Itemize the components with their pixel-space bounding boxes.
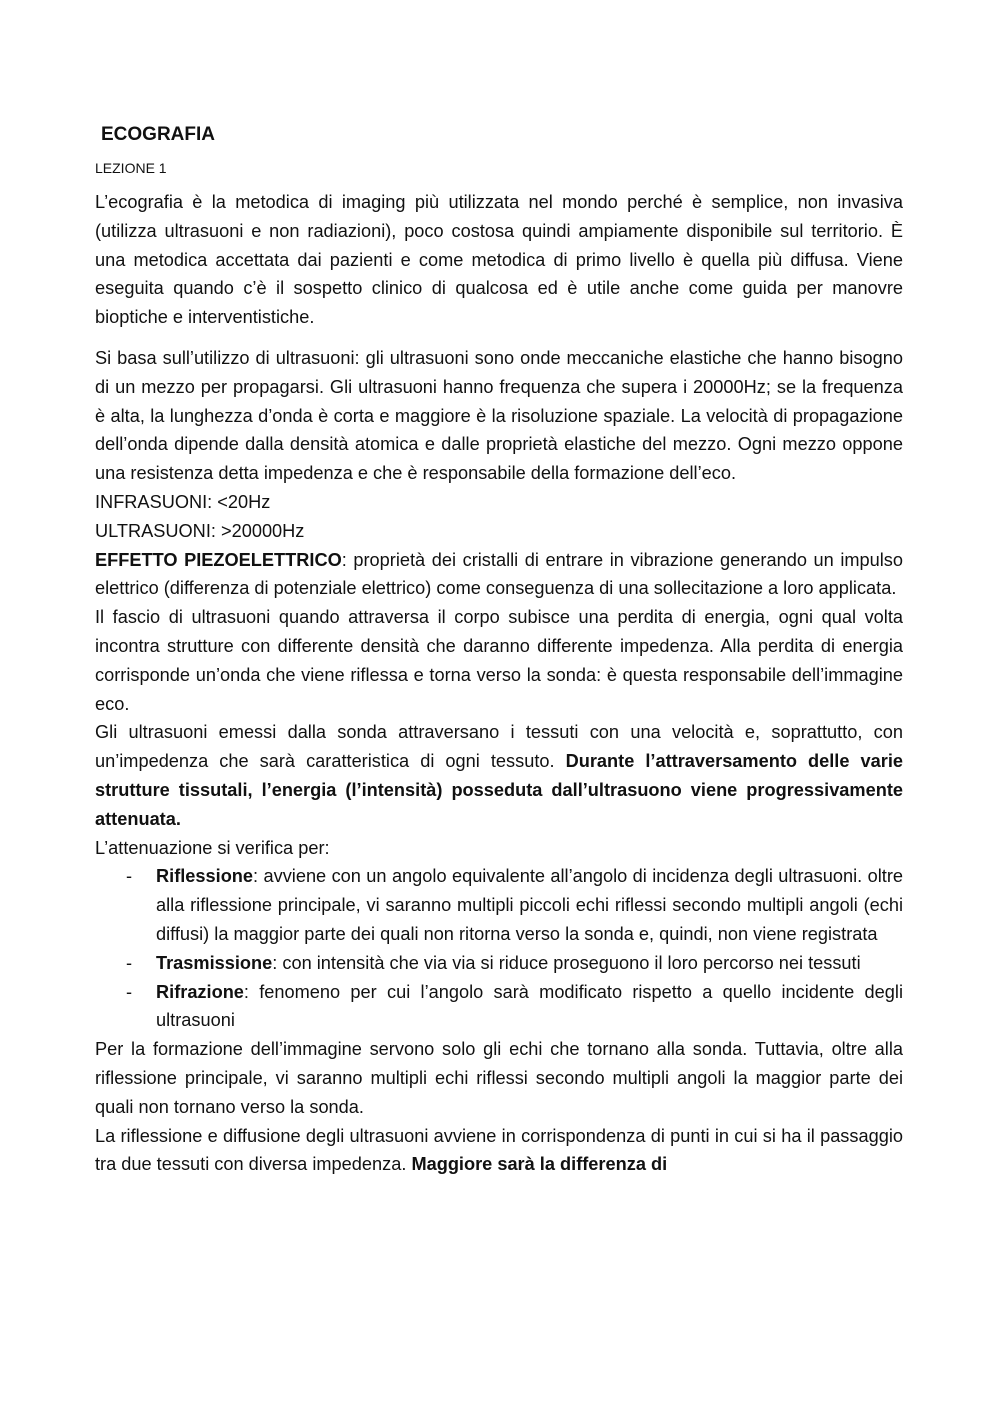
piezo-term: EFFETTO PIEZOELETTRICO	[95, 549, 342, 570]
attenuation-list	[95, 862, 903, 1035]
term-rifrazione: Rifrazione	[156, 981, 244, 1002]
text-trasmissione: : con intensità che via via si riduce proseguono il loro percorso nei tessuti	[272, 952, 861, 973]
line-infrasuoni: INFRASUONI: <20Hz	[95, 491, 271, 512]
attenuation-intro: L’attenuazione si verifica per:	[95, 837, 330, 858]
lesson-label: LEZIONE 1	[95, 160, 167, 176]
reflection-text: La riflessione e diffusione degli ultrasuoni avviene in corrispondenza di punti in cui si ha il passaggio tra due tessuti con diversa impedenza.	[95, 1125, 903, 1175]
attenuation-text: Gli ultrasuoni emessi dalla sonda attraversano i tessuti con una velocità e, soprattutto, con un’impedenza che sarà caratteristica di ogni tessuto.	[95, 722, 903, 772]
list-dash: -	[126, 981, 133, 1002]
paragraph-ultrasound-basics: Si basa sull’utilizzo di ultrasuoni: gli ultrasuoni sono onde meccaniche elastiche che hanno bisogno di un mezzo per propagarsi. Gli ultrasuoni hanno frequenza che supera i 20000Hz; se la frequenza è alta, la lunghezza d’onda è corta e maggiore è la risoluzione spaziale. La velocità di propagazione dell’onda dipende dalla densità atomica e dalle proprietà elastiche del mezzo. Ogni mezzo oppone una resistenza detta impedenza e che è responsabile della formazione dell’eco.	[95, 347, 903, 484]
term-riflessione: Riflessione	[156, 866, 254, 887]
paragraph-intro: L’ecografia è la metodica di imaging più utilizzata nel mondo perché è semplice, non invasiva (utilizza ultrasuoni e non radiazioni), poco costosa quindi ampiamente disponibile sul territorio. È una metodica accettata dai pazienti e come metodica di primo livello è quella più diffusa. Viene eseguita quando c’è il sospetto clinico di qualcosa ed è utile anche come guida per manovre bioptiche e interventistiche.	[95, 192, 903, 328]
text-riflessione: : avviene con un angolo equivalente all’angolo di incidenza degli ultrasuoni. oltre alla riflessione principale, vi saranno multipli piccoli echi riflessi secondo multipli angoli (echi diffusi) la maggior parte dei quali non ritorna verso la sonda e, quindi, non viene registrata	[156, 866, 903, 944]
paragraph-image-formation: Per la formazione dell’immagine servono solo gli echi che tornano alla sonda. Tuttavia, oltre alla riflessione principale, vi saranno multipli echi riflessi secondo multipli angoli la maggior parte dei quali non tornano verso la sonda.	[95, 1039, 903, 1117]
document-title: ECOGRAFIA	[101, 124, 215, 145]
paragraph-energy-loss: Il fascio di ultrasuoni quando attraversa il corpo subisce una perdita di energia, ogni qual volta incontra strutture con differente densità che daranno differente impedenza. Alla perdita di energia corrisponde un’onda che viene riflessa e torna verso la sonda: è questa responsabile dell’immagine eco.	[95, 607, 903, 714]
reflection-bold: Maggiore sarà la differenza di	[411, 1154, 668, 1175]
paragraph-attenuation	[95, 718, 903, 833]
paragraph-reflection	[95, 1122, 903, 1180]
piezo-text: : proprietà dei cristalli di entrare in vibrazione generando un impulso elettrico (differenza di potenziale elettrico) come conseguenza di una sollecitazione a loro applicata.	[95, 549, 904, 599]
term-trasmissione: Trasmissione	[156, 952, 273, 973]
list-dash: -	[126, 952, 133, 973]
list-dash: -	[126, 866, 133, 887]
list-item-trasmissione	[95, 949, 903, 978]
list-item-riflessione	[95, 862, 903, 948]
attenuation-bold: Durante l’attraversamento delle varie strutture tissutali, l’energia (l’intensità) posseduta dall’ultrasuono viene progressivamente attenuata.	[95, 751, 903, 829]
line-ultrasuoni: ULTRASUONI: >20000Hz	[95, 520, 305, 541]
paragraph-piezo	[95, 546, 903, 604]
text-rifrazione: : fenomeno per cui l’angolo sarà modificato rispetto a quello incidente degli ultrasuoni	[156, 981, 903, 1031]
document-page	[95, 120, 903, 1179]
list-item-rifrazione	[95, 978, 903, 1036]
